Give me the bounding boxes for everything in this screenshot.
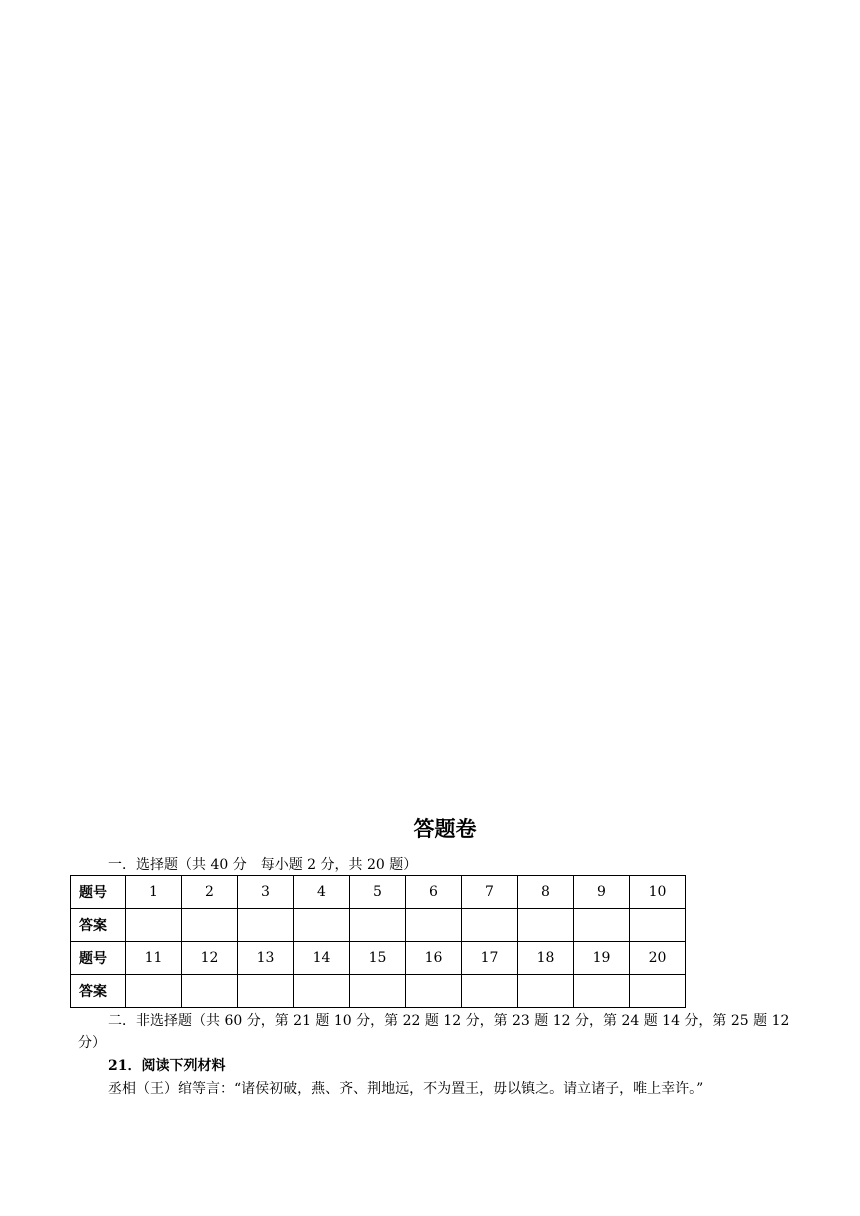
section2-heading-continued: 分）: [78, 1035, 106, 1051]
question-number-cell: 4: [294, 876, 350, 909]
row-label-number: 题号: [71, 876, 126, 909]
question-number-cell: 16: [406, 942, 462, 975]
question-21-material: 丞相（王）绾等言：“诸侯初破，燕、齐、荆地远，不为置王，毋以镇之。请立诸子，唯上幸许。”: [108, 1081, 704, 1097]
answer-cell[interactable]: [406, 975, 462, 1008]
answer-cell[interactable]: [126, 909, 182, 942]
question-number-cell: 5: [350, 876, 406, 909]
question-number-cell: 3: [238, 876, 294, 909]
question-number-cell: 2: [182, 876, 238, 909]
question-number-cell: 6: [406, 876, 462, 909]
question-number-cell: 9: [574, 876, 630, 909]
row-label-number: 题号: [71, 942, 126, 975]
answer-cell[interactable]: [238, 975, 294, 1008]
question-number-cell: 15: [350, 942, 406, 975]
question-number-row: [71, 876, 686, 909]
answer-grid: [70, 875, 686, 1008]
question-number-cell: 11: [126, 942, 182, 975]
question-number-cell: 8: [518, 876, 574, 909]
row-label-answer: 答案: [71, 909, 126, 942]
answer-cell[interactable]: [630, 909, 686, 942]
question-number-cell: 14: [294, 942, 350, 975]
answer-cell[interactable]: [406, 909, 462, 942]
answer-cell[interactable]: [518, 909, 574, 942]
answer-cell[interactable]: [462, 975, 518, 1008]
question-number-cell: 7: [462, 876, 518, 909]
answer-cell[interactable]: [294, 909, 350, 942]
answer-cell[interactable]: [630, 975, 686, 1008]
question-number-cell: 17: [462, 942, 518, 975]
answer-cell[interactable]: [294, 975, 350, 1008]
answer-cell[interactable]: [462, 909, 518, 942]
answer-cell[interactable]: [126, 975, 182, 1008]
section1-heading: 一．选择题（共 40 分 每小题 2 分，共 20 题）: [108, 857, 418, 873]
answer-cell[interactable]: [350, 909, 406, 942]
question-number-cell: 20: [630, 942, 686, 975]
section2-heading: 二．非选择题（共 60 分，第 21 题 10 分，第 22 题 12 分，第 23 题 12 分，第 24 题 14 分，第 25 题 12: [108, 1013, 790, 1029]
answer-cell[interactable]: [574, 975, 630, 1008]
answer-cell[interactable]: [182, 909, 238, 942]
question-21-heading: 21．阅读下列材料: [108, 1058, 226, 1074]
answer-cell[interactable]: [182, 975, 238, 1008]
question-number-cell: 18: [518, 942, 574, 975]
question-number-cell: 19: [574, 942, 630, 975]
answer-row: [71, 909, 686, 942]
page-title: 答题卷: [413, 817, 477, 841]
question-number-cell: 1: [126, 876, 182, 909]
question-number-cell: 12: [182, 942, 238, 975]
answer-cell[interactable]: [574, 909, 630, 942]
question-number-cell: 10: [630, 876, 686, 909]
answer-cell[interactable]: [350, 975, 406, 1008]
answer-row: [71, 975, 686, 1008]
answer-cell[interactable]: [238, 909, 294, 942]
row-label-answer: 答案: [71, 975, 126, 1008]
question-number-cell: 13: [238, 942, 294, 975]
answer-cell[interactable]: [518, 975, 574, 1008]
question-number-row: [71, 942, 686, 975]
